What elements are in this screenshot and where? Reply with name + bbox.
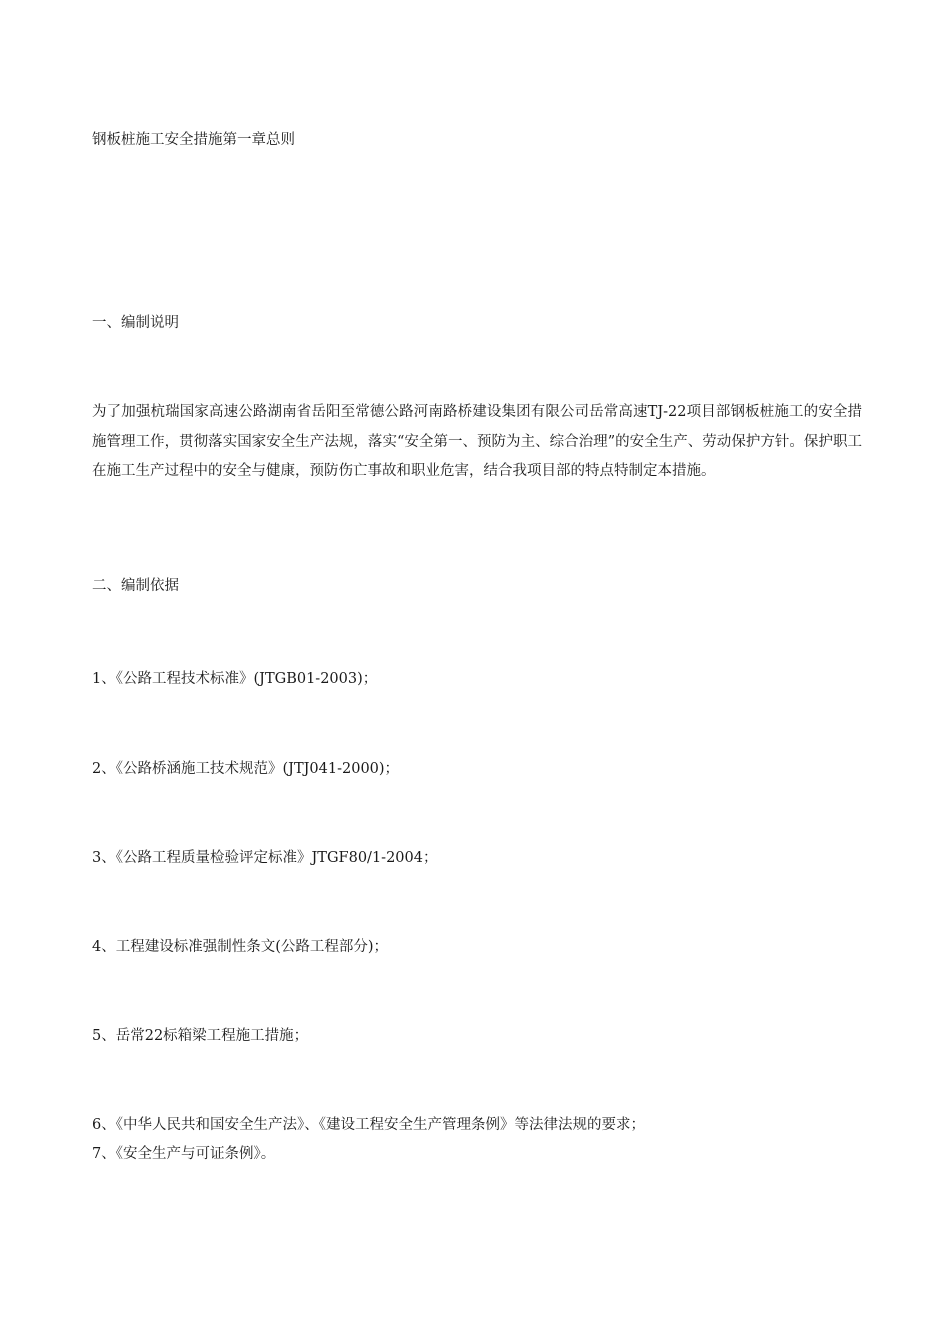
basis-list-item: 5、岳常22标箱梁工程施工措施； — [92, 1028, 309, 1044]
basis-list-item: 6、《中华人民共和国安全生产法》、《建设工程安全生产管理条例》等法律法规的要求； — [92, 1117, 645, 1133]
section-heading-compilation-basis: 二、编制依据 — [92, 578, 179, 594]
section-body-compilation-notes: 为了加强杭瑞国家高速公路湖南省岳阳至常德公路河南路桥建设集团有限公司岳常高速TJ-22项目部钢板桩施工的安全措施管理工作，贯彻落实国家安全生产法规，落实“安全第一、预防为主、综合治理”的安全生产、劳动保护方针。保护职工在施工生产过程中的安全与健康，预防伤亡事故和职业危害，结合我项目部的特点特制定本措施。 — [92, 404, 862, 479]
basis-list-item: 4、工程建设标准强制性条文(公路工程部分)； — [92, 939, 389, 955]
basis-list-item: 1、《公路工程技术标准》(JTGB01-2003)； — [92, 671, 378, 687]
basis-list-item: 2、《公路桥涵施工技术规范》(JTJ041-2000)； — [92, 761, 400, 777]
section-heading-compilation-notes: 一、编制说明 — [92, 315, 179, 331]
basis-list-item: 3、《公路工程质量检验评定标准》JTGF80/1-2004； — [92, 850, 438, 866]
basis-list-item: 7、《安全生产与可证条例》。 — [92, 1146, 276, 1162]
document-title: 钢板桩施工安全措施第一章总则 — [92, 132, 295, 148]
